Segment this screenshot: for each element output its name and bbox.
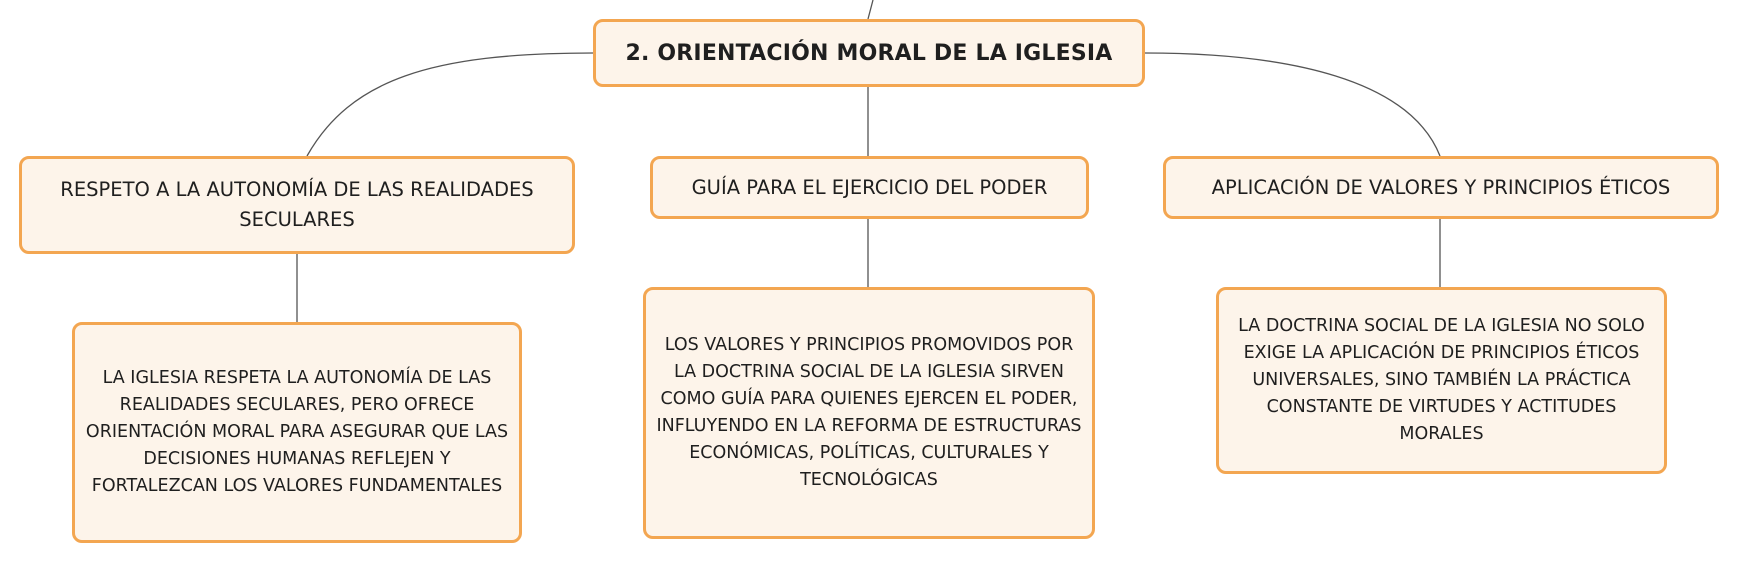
detail-node-valores-eticos[interactable] <box>1216 287 1667 474</box>
branch-node-valores-eticos[interactable] <box>1163 156 1719 219</box>
branch-node-label: GUÍA PARA EL EJERCICIO DEL PODER <box>691 175 1048 199</box>
branch-node-label: APLICACIÓN DE VALORES Y PRINCIPIOS ÉTICOS <box>1211 175 1671 199</box>
detail-node-text: LOS VALORES Y PRINCIPIOS PROMOVIDOS POR LA DOCTRINA SOCIAL DE LA IGLESIA SIRVEN COMO GUÍA PARA QUIENES EJERCEN EL PODER, INFLUYENDO EN LA REFORMA DE ESTRUCTURAS ECONÓMICAS, POLÍTICAS, CULTURALES Y TECNOLÓGICAS <box>656 335 1082 490</box>
detail-node-autonomia[interactable] <box>72 322 522 543</box>
connector-root-to-right-branch <box>1145 53 1440 156</box>
branch-node-guia-poder[interactable] <box>650 156 1089 219</box>
detail-node-text: LA DOCTRINA SOCIAL DE LA IGLESIA NO SOLO EXIGE LA APLICACIÓN DE PRINCIPIOS ÉTICOS UNIVERSALES, SINO TAMBIÉN LA PRÁCTICA CONSTANTE DE VIRTUDES Y ACTITUDES MORALES <box>1238 316 1645 444</box>
branch-node-autonomia[interactable] <box>19 156 575 254</box>
root-node-label: 2. ORIENTACIÓN MORAL DE LA IGLESIA <box>625 40 1113 66</box>
detail-node-guia-poder[interactable] <box>643 287 1095 539</box>
branch-node-label: RESPETO A LA AUTONOMÍA DE LAS REALIDADES SECULARES <box>60 178 534 231</box>
detail-node-text: LA IGLESIA RESPETA LA AUTONOMÍA DE LAS REALIDADES SECULARES, PERO OFRECE ORIENTACIÓN MORAL PARA ASEGURAR QUE LAS DECISIONES HUMANAS REFLEJEN Y FORTALEZCAN LOS VALORES FUNDAMENTALES <box>85 368 509 496</box>
connector-parent-to-root <box>868 0 873 19</box>
root-node[interactable] <box>593 19 1145 87</box>
connector-root-to-left-branch <box>307 53 593 156</box>
